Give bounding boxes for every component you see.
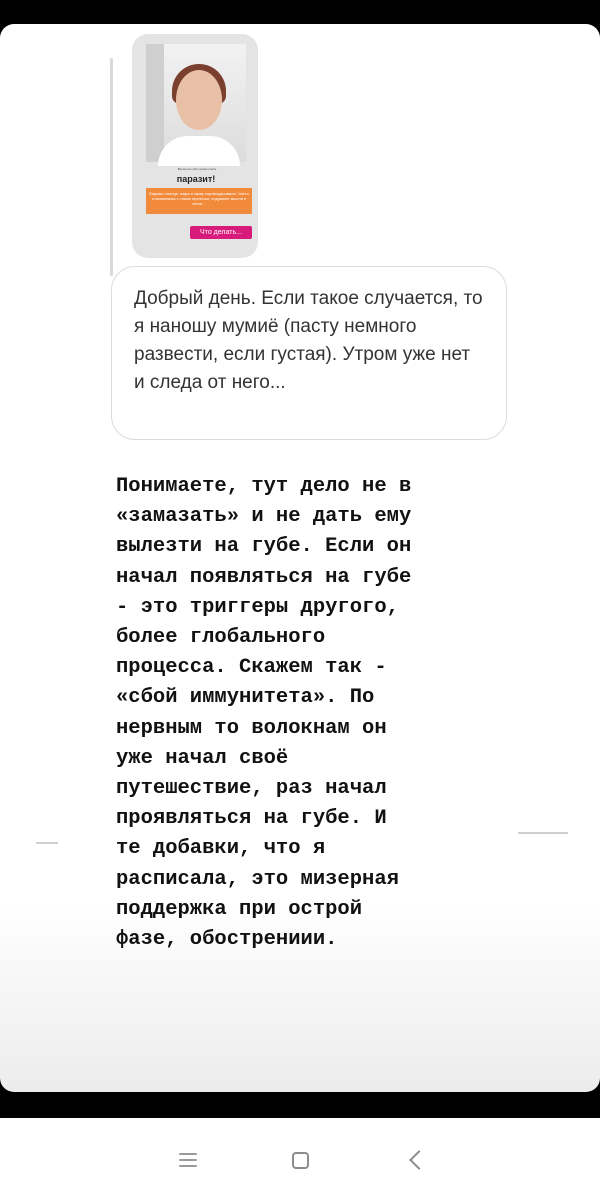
divider-left (36, 842, 58, 844)
story-view (0, 24, 600, 1092)
story-cta-button: Что делать... (190, 226, 252, 239)
replied-story-thumbnail[interactable] (132, 34, 258, 258)
story-headline: паразит! (176, 174, 216, 184)
story-main-text: Понимаете, тут дело не в «замазать» и не дать ему вылезти на губе. Если он начал появляться на губе - это триггеры другого, более глобального процесса. Скажем так - «сбой иммунитета». По нервным то волокнам он уже начал своё путешествие, раз начал проявляться на губе. И те добавки, что я расписала, это мизерная поддержка при острой фазе, обострениии. (116, 475, 412, 952)
home-square-icon[interactable] (278, 1140, 322, 1180)
system-navigation-bar (0, 1118, 600, 1198)
divider-right (518, 832, 568, 834)
story-tiny-caption: Вылез на губе герпес опять (177, 167, 217, 171)
back-chevron-icon[interactable] (394, 1140, 438, 1180)
reply-message-text: Добрый день. Если такое случается, то я наношу мумиё (пасту немного развести, если густая). Утром уже нет и следа от него... (134, 288, 483, 393)
reply-message-bubble (111, 266, 507, 440)
reply-indicator-bar (110, 58, 113, 276)
menu-icon[interactable] (166, 1140, 210, 1180)
story-orange-caption: Видимо солнце, жара и загар спровоцировали. Часто сталкиваюсь с таким герпесом, подумают мысли в итоге... (146, 188, 252, 214)
story-photo (146, 44, 246, 162)
